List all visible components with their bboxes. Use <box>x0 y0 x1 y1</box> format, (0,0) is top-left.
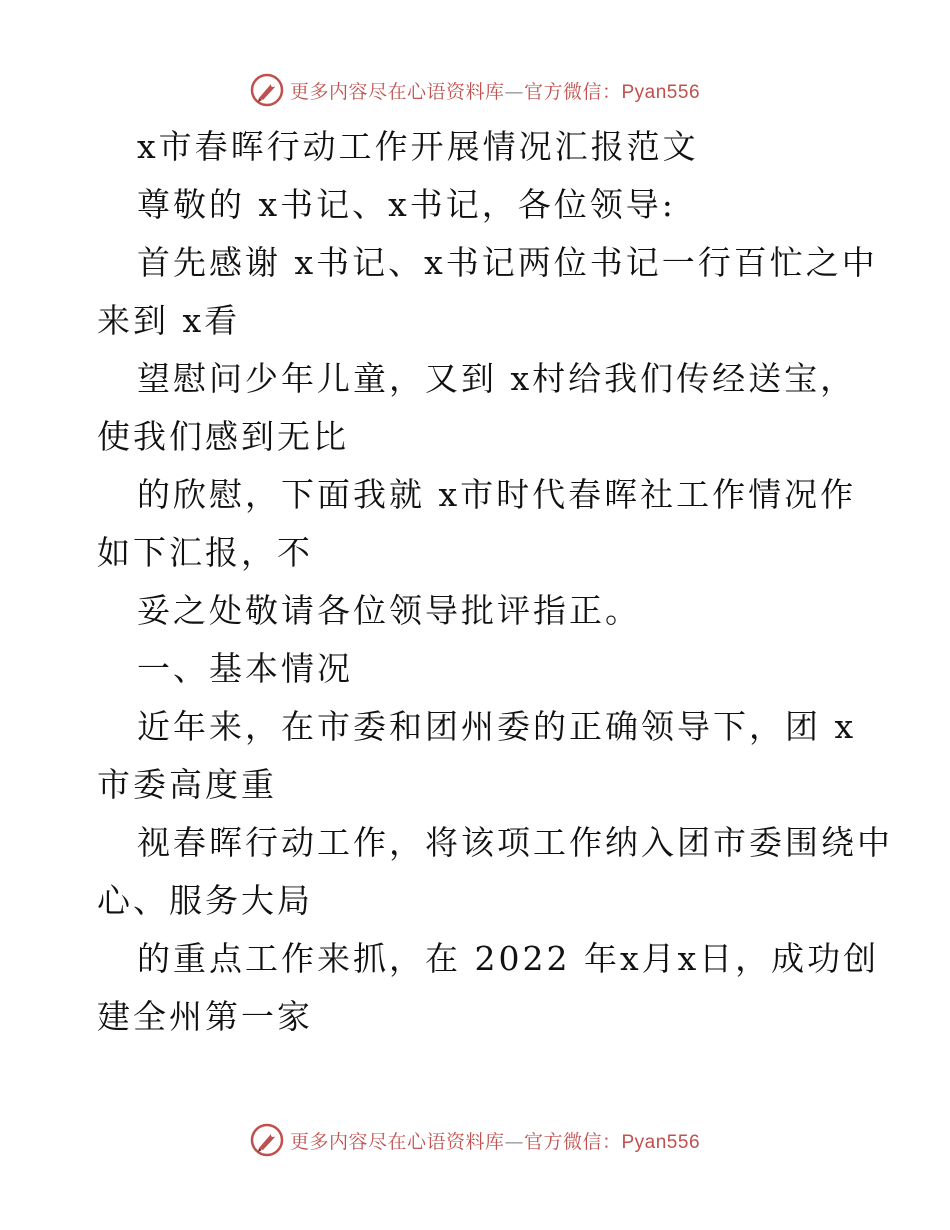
document-body <box>97 118 893 1046</box>
paragraph-line: 心、服务大局 <box>97 881 313 920</box>
paragraph-line: 市委高度重 <box>97 765 277 804</box>
paragraph-line: 来到 x看 <box>97 301 241 340</box>
header-watermark <box>0 70 950 110</box>
paragraph-line: 望慰问少年儿童，又到 x村给我们传经送宝， <box>137 359 857 398</box>
salutation: 尊敬的 x书记、x书记，各位领导: <box>137 185 676 224</box>
paragraph-line: 妥之处敬请各位领导批评指正。 <box>137 591 641 630</box>
watermark-text: 更多内容尽在心语资料库—官方微信：Pyan556 <box>289 80 701 103</box>
pen-logo-icon <box>250 1123 284 1157</box>
watermark-text: 更多内容尽在心语资料库—官方微信：Pyan556 <box>289 1130 701 1153</box>
doc-title: x市春晖行动工作开展情况汇报范文 <box>137 127 699 166</box>
paragraph-line: 的重点工作来抓，在 2022 年x月x日，成功创 <box>137 939 880 978</box>
section-heading: 一、基本情况 <box>137 649 353 688</box>
paragraph-line: 使我们感到无比 <box>97 417 349 456</box>
paragraph-line: 如下汇报，不 <box>97 533 313 572</box>
paragraph-line: 首先感谢 x书记、x书记两位书记一行百忙之中 <box>137 243 878 282</box>
paragraph-line: 的欣慰，下面我就 x市时代春晖社工作情况作 <box>137 475 857 514</box>
paragraph-line: 建全州第一家 <box>97 997 313 1036</box>
footer-watermark <box>0 1120 950 1160</box>
paragraph-line: 近年来，在市委和团州委的正确领导下，团 x <box>137 707 857 746</box>
paragraph-line: 视春晖行动工作，将该项工作纳入团市委围绕中 <box>137 823 893 862</box>
pen-logo-icon <box>250 73 284 107</box>
